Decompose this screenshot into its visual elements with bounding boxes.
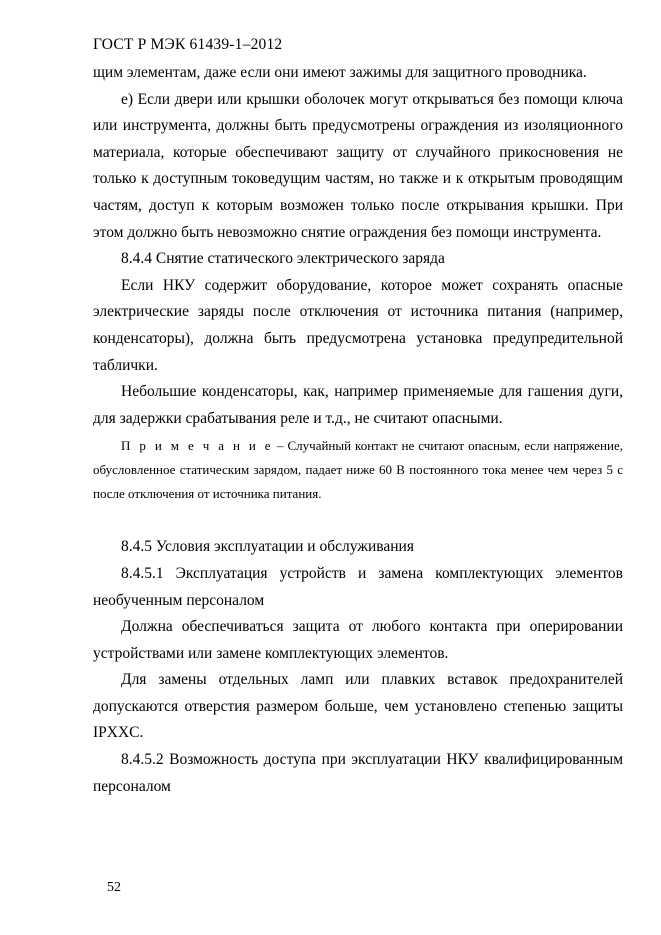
paragraph-continuation: щим элементам, даже если они имеют зажимы для защитного проводника. [93, 64, 587, 81]
section-heading-8-4-4: 8.4.4 Снятие статического электрического заряда [121, 250, 445, 268]
section-heading-8-4-5-2: 8.4.5.2 Возможность доступа при эксплуатации НКУ квалифицированным персоналом [93, 751, 623, 795]
section-heading-8-4-5-1: 8.4.5.1 Эксплуатация устройств и замена комплектующих элементов необученным персоналом [93, 564, 623, 609]
section-gap [93, 506, 623, 534]
paragraph-protection: Должна обеспечиваться защита от любого контакта при оперировании устройствами или замене комплектующих элементов. [93, 618, 623, 662]
note-text: – Случайный контакт не считают опасным, если напряжение, обусловленное статическим зарядом, падает ниже 60 В постоянного тока менее чем через 5 с после отключения от источника питания. [93, 438, 623, 502]
note-label: П р и м е ч а н и е [121, 438, 274, 454]
page-number: 52 [107, 880, 121, 895]
paragraph-item-e: е) Если двери или крышки оболочек могут открываться без помощи ключа или инструмента, должны быть предусмотрены ограждения из изоляционного материала, которые обеспечивают защиту от случайного прикосновения не только к доступным токоведущим частям, но также и к открытым проводящим частям, доступ к которым возможен только после открывания крышки. При этом должно быть невозможно снятие ограждения без помощи инструмента. [93, 90, 623, 241]
paragraph-charge-warning: Если НКУ содержит оборудование, которое может сохранять опасные электрические заряды после отключения от источника питания (например, конденсаторы), должна быть предусмотрена установка предупредительной таблички. [93, 276, 623, 374]
note [93, 434, 623, 506]
section-heading-8-4-5: 8.4.5 Условия эксплуатации и обслуживания [121, 538, 414, 556]
document-header: ГОСТ Р МЭК 61439-1–2012 [93, 36, 283, 53]
document-body [93, 60, 623, 800]
paragraph-small-capacitors: Небольшие конденсаторы, как, например применяемые для гашения дуги, для задержки срабатывания реле и т.д., не считают опасными. [93, 383, 623, 427]
paragraph-lamp-replacement: Для замены отдельных ламп или плавких вставок предохранителей допускаются отверстия размером больше, чем установлено степенью защиты IPXXC. [93, 671, 623, 742]
